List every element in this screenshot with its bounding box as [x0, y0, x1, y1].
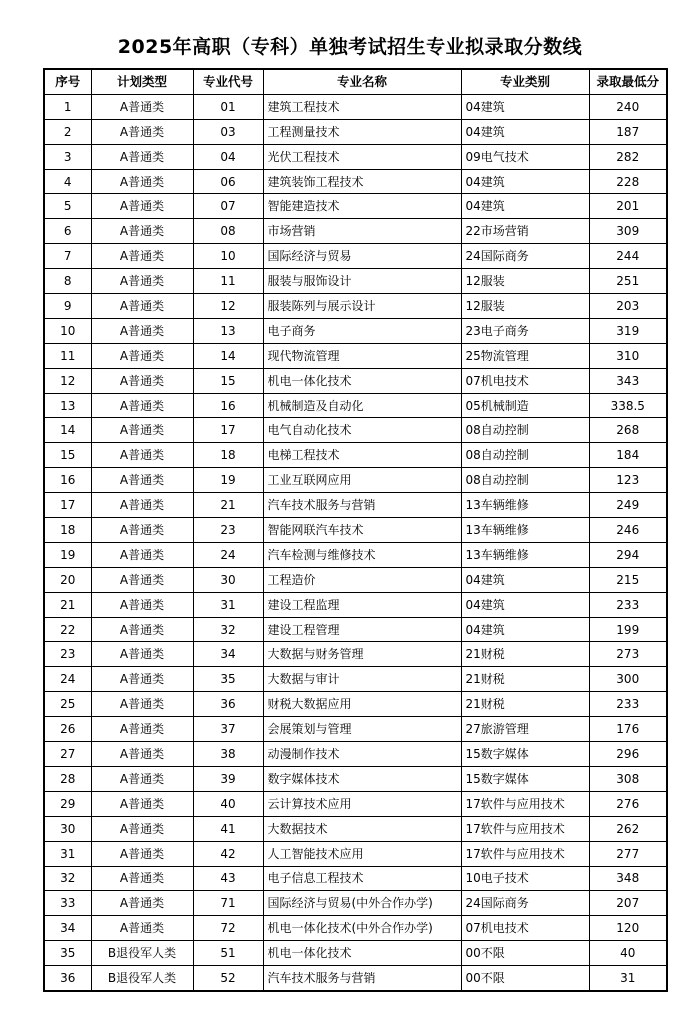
plan-type-cell: A普通类 — [91, 194, 193, 219]
major-category-cell: 17软件与应用技术 — [461, 791, 589, 816]
index-cell: 23 — [44, 642, 91, 667]
major-category-cell: 12服装 — [461, 294, 589, 319]
major-code-cell: 01 — [193, 94, 263, 119]
min-score-cell: 343 — [589, 368, 667, 393]
plan-type-cell: A普通类 — [91, 443, 193, 468]
major-category-cell: 17软件与应用技术 — [461, 816, 589, 841]
min-score-cell: 296 — [589, 742, 667, 767]
min-score-cell: 262 — [589, 816, 667, 841]
major-code-cell: 11 — [193, 269, 263, 294]
min-score-cell: 120 — [589, 916, 667, 941]
table-row — [44, 343, 667, 368]
major-code-cell: 71 — [193, 891, 263, 916]
header-plan-type: 计划类型 — [91, 69, 193, 94]
major-code-cell: 13 — [193, 318, 263, 343]
major-code-cell: 36 — [193, 692, 263, 717]
index-cell: 31 — [44, 841, 91, 866]
major-category-cell: 04建筑 — [461, 94, 589, 119]
major-code-cell: 16 — [193, 393, 263, 418]
min-score-cell: 184 — [589, 443, 667, 468]
major-category-cell: 05机械制造 — [461, 393, 589, 418]
plan-type-cell: A普通类 — [91, 418, 193, 443]
table-row — [44, 493, 667, 518]
major-code-cell: 32 — [193, 617, 263, 642]
index-cell: 28 — [44, 766, 91, 791]
table-row — [44, 393, 667, 418]
major-code-cell: 23 — [193, 518, 263, 543]
index-cell: 4 — [44, 169, 91, 194]
major-category-cell: 25物流管理 — [461, 343, 589, 368]
plan-type-cell: A普通类 — [91, 642, 193, 667]
table-row — [44, 592, 667, 617]
major-name-cell: 市场营销 — [263, 219, 461, 244]
table-row — [44, 219, 667, 244]
min-score-cell: 215 — [589, 567, 667, 592]
index-cell: 5 — [44, 194, 91, 219]
table-row — [44, 916, 667, 941]
major-name-cell: 工程测量技术 — [263, 119, 461, 144]
plan-type-cell: A普通类 — [91, 244, 193, 269]
index-cell: 24 — [44, 667, 91, 692]
table-row — [44, 542, 667, 567]
major-code-cell: 15 — [193, 368, 263, 393]
major-code-cell: 43 — [193, 866, 263, 891]
plan-type-cell: A普通类 — [91, 742, 193, 767]
index-cell: 9 — [44, 294, 91, 319]
header-major-name: 专业名称 — [263, 69, 461, 94]
min-score-cell: 199 — [589, 617, 667, 642]
major-code-cell: 04 — [193, 144, 263, 169]
table-row — [44, 518, 667, 543]
index-cell: 30 — [44, 816, 91, 841]
index-cell: 36 — [44, 966, 91, 991]
table-row — [44, 617, 667, 642]
min-score-cell: 251 — [589, 269, 667, 294]
table-row — [44, 318, 667, 343]
min-score-cell: 123 — [589, 468, 667, 493]
page-title: 2025年高职（专科）单独考试招生专业拟录取分数线 — [117, 36, 583, 58]
table-row — [44, 841, 667, 866]
major-name-cell: 大数据与财务管理 — [263, 642, 461, 667]
major-code-cell: 06 — [193, 169, 263, 194]
table-row — [44, 368, 667, 393]
table-row — [44, 717, 667, 742]
table-row — [44, 766, 667, 791]
major-name-cell: 建设工程管理 — [263, 617, 461, 642]
major-code-cell: 30 — [193, 567, 263, 592]
min-score-cell: 207 — [589, 891, 667, 916]
major-code-cell: 31 — [193, 592, 263, 617]
plan-type-cell: A普通类 — [91, 493, 193, 518]
plan-type-cell: A普通类 — [91, 219, 193, 244]
major-category-cell: 24国际商务 — [461, 891, 589, 916]
header-index: 序号 — [44, 69, 91, 94]
major-name-cell: 机电一体化技术 — [263, 368, 461, 393]
plan-type-cell: A普通类 — [91, 169, 193, 194]
table-row — [44, 891, 667, 916]
plan-type-cell: A普通类 — [91, 692, 193, 717]
major-name-cell: 国际经济与贸易(中外合作办学) — [263, 891, 461, 916]
index-cell: 19 — [44, 542, 91, 567]
index-cell: 12 — [44, 368, 91, 393]
table-row — [44, 567, 667, 592]
index-cell: 10 — [44, 318, 91, 343]
major-category-cell: 10电子技术 — [461, 866, 589, 891]
min-score-cell: 201 — [589, 194, 667, 219]
min-score-cell: 294 — [589, 542, 667, 567]
major-category-cell: 24国际商务 — [461, 244, 589, 269]
plan-type-cell: A普通类 — [91, 592, 193, 617]
header-major-category: 专业类别 — [461, 69, 589, 94]
index-cell: 13 — [44, 393, 91, 418]
index-cell: 16 — [44, 468, 91, 493]
major-category-cell: 21财税 — [461, 667, 589, 692]
table-row — [44, 667, 667, 692]
major-category-cell: 07机电技术 — [461, 368, 589, 393]
plan-type-cell: A普通类 — [91, 891, 193, 916]
major-category-cell: 13车辆维修 — [461, 518, 589, 543]
min-score-cell: 338.5 — [589, 393, 667, 418]
major-code-cell: 72 — [193, 916, 263, 941]
index-cell: 27 — [44, 742, 91, 767]
major-category-cell: 07机电技术 — [461, 916, 589, 941]
major-category-cell: 09电气技术 — [461, 144, 589, 169]
major-name-cell: 电梯工程技术 — [263, 443, 461, 468]
major-name-cell: 现代物流管理 — [263, 343, 461, 368]
table-row — [44, 144, 667, 169]
min-score-cell: 176 — [589, 717, 667, 742]
plan-type-cell: A普通类 — [91, 916, 193, 941]
table-row — [44, 443, 667, 468]
index-cell: 15 — [44, 443, 91, 468]
major-code-cell: 42 — [193, 841, 263, 866]
major-code-cell: 14 — [193, 343, 263, 368]
plan-type-cell: A普通类 — [91, 269, 193, 294]
min-score-cell: 233 — [589, 592, 667, 617]
major-code-cell: 08 — [193, 219, 263, 244]
table-row — [44, 692, 667, 717]
min-score-cell: 273 — [589, 642, 667, 667]
index-cell: 7 — [44, 244, 91, 269]
major-code-cell: 40 — [193, 791, 263, 816]
major-name-cell: 机电一体化技术(中外合作办学) — [263, 916, 461, 941]
min-score-cell: 300 — [589, 667, 667, 692]
major-code-cell: 41 — [193, 816, 263, 841]
index-cell: 11 — [44, 343, 91, 368]
min-score-cell: 282 — [589, 144, 667, 169]
index-cell: 29 — [44, 791, 91, 816]
table-row — [44, 194, 667, 219]
major-category-cell: 13车辆维修 — [461, 493, 589, 518]
index-cell: 20 — [44, 567, 91, 592]
index-cell: 22 — [44, 617, 91, 642]
min-score-cell: 240 — [589, 94, 667, 119]
major-code-cell: 18 — [193, 443, 263, 468]
min-score-cell: 348 — [589, 866, 667, 891]
min-score-cell: 233 — [589, 692, 667, 717]
plan-type-cell: A普通类 — [91, 294, 193, 319]
plan-type-cell: A普通类 — [91, 368, 193, 393]
table-row — [44, 244, 667, 269]
index-cell: 8 — [44, 269, 91, 294]
table-row — [44, 642, 667, 667]
major-name-cell: 财税大数据应用 — [263, 692, 461, 717]
major-code-cell: 12 — [193, 294, 263, 319]
table-row — [44, 866, 667, 891]
major-code-cell: 51 — [193, 941, 263, 966]
plan-type-cell: A普通类 — [91, 816, 193, 841]
major-name-cell: 工程造价 — [263, 567, 461, 592]
index-cell: 35 — [44, 941, 91, 966]
index-cell: 2 — [44, 119, 91, 144]
major-category-cell: 17软件与应用技术 — [461, 841, 589, 866]
major-category-cell: 22市场营销 — [461, 219, 589, 244]
major-name-cell: 国际经济与贸易 — [263, 244, 461, 269]
min-score-cell: 203 — [589, 294, 667, 319]
major-category-cell: 21财税 — [461, 642, 589, 667]
major-category-cell: 04建筑 — [461, 169, 589, 194]
index-cell: 6 — [44, 219, 91, 244]
table-row — [44, 418, 667, 443]
table-body — [44, 94, 667, 991]
table-row — [44, 94, 667, 119]
index-cell: 33 — [44, 891, 91, 916]
plan-type-cell: A普通类 — [91, 766, 193, 791]
major-code-cell: 24 — [193, 542, 263, 567]
header-min-score: 录取最低分 — [589, 69, 667, 94]
major-name-cell: 建筑工程技术 — [263, 94, 461, 119]
min-score-cell: 319 — [589, 318, 667, 343]
plan-type-cell: A普通类 — [91, 866, 193, 891]
plan-type-cell: A普通类 — [91, 318, 193, 343]
min-score-cell: 31 — [589, 966, 667, 991]
min-score-cell: 249 — [589, 493, 667, 518]
major-category-cell: 21财税 — [461, 692, 589, 717]
major-name-cell: 汽车技术服务与营销 — [263, 493, 461, 518]
major-code-cell: 03 — [193, 119, 263, 144]
major-name-cell: 汽车技术服务与营销 — [263, 966, 461, 991]
min-score-cell: 187 — [589, 119, 667, 144]
min-score-cell: 277 — [589, 841, 667, 866]
major-name-cell: 电子商务 — [263, 318, 461, 343]
plan-type-cell: A普通类 — [91, 542, 193, 567]
major-category-cell: 13车辆维修 — [461, 542, 589, 567]
major-name-cell: 汽车检测与维修技术 — [263, 542, 461, 567]
major-code-cell: 21 — [193, 493, 263, 518]
major-name-cell: 数字媒体技术 — [263, 766, 461, 791]
major-code-cell: 39 — [193, 766, 263, 791]
table-row — [44, 294, 667, 319]
major-category-cell: 00不限 — [461, 966, 589, 991]
major-code-cell: 10 — [193, 244, 263, 269]
major-name-cell: 机械制造及自动化 — [263, 393, 461, 418]
table-row — [44, 269, 667, 294]
index-cell: 21 — [44, 592, 91, 617]
major-name-cell: 电气自动化技术 — [263, 418, 461, 443]
table-row — [44, 966, 667, 991]
plan-type-cell: A普通类 — [91, 791, 193, 816]
major-code-cell: 34 — [193, 642, 263, 667]
min-score-cell: 276 — [589, 791, 667, 816]
plan-type-cell: A普通类 — [91, 518, 193, 543]
major-code-cell: 52 — [193, 966, 263, 991]
plan-type-cell: A普通类 — [91, 841, 193, 866]
major-category-cell: 12服装 — [461, 269, 589, 294]
table-row — [44, 169, 667, 194]
major-name-cell: 机电一体化技术 — [263, 941, 461, 966]
plan-type-cell: A普通类 — [91, 667, 193, 692]
index-cell: 17 — [44, 493, 91, 518]
plan-type-cell: A普通类 — [91, 343, 193, 368]
major-category-cell: 08自动控制 — [461, 468, 589, 493]
table-row — [44, 816, 667, 841]
major-name-cell: 光伏工程技术 — [263, 144, 461, 169]
major-code-cell: 17 — [193, 418, 263, 443]
plan-type-cell: B退役军人类 — [91, 966, 193, 991]
admission-score-table — [43, 68, 668, 992]
plan-type-cell: A普通类 — [91, 468, 193, 493]
major-code-cell: 38 — [193, 742, 263, 767]
index-cell: 1 — [44, 94, 91, 119]
major-name-cell: 建筑装饰工程技术 — [263, 169, 461, 194]
table-row — [44, 119, 667, 144]
table-row — [44, 742, 667, 767]
min-score-cell: 40 — [589, 941, 667, 966]
plan-type-cell: A普通类 — [91, 617, 193, 642]
index-cell: 32 — [44, 866, 91, 891]
major-name-cell: 建设工程监理 — [263, 592, 461, 617]
table-row — [44, 941, 667, 966]
major-name-cell: 大数据技术 — [263, 816, 461, 841]
major-category-cell: 04建筑 — [461, 567, 589, 592]
major-category-cell: 04建筑 — [461, 119, 589, 144]
major-category-cell: 00不限 — [461, 941, 589, 966]
major-category-cell: 04建筑 — [461, 592, 589, 617]
min-score-cell: 228 — [589, 169, 667, 194]
table-header-row — [44, 69, 667, 94]
major-name-cell: 服装陈列与展示设计 — [263, 294, 461, 319]
major-category-cell: 08自动控制 — [461, 418, 589, 443]
major-name-cell: 大数据与审计 — [263, 667, 461, 692]
major-name-cell: 人工智能技术应用 — [263, 841, 461, 866]
major-category-cell: 04建筑 — [461, 194, 589, 219]
min-score-cell: 246 — [589, 518, 667, 543]
index-cell: 25 — [44, 692, 91, 717]
min-score-cell: 308 — [589, 766, 667, 791]
major-code-cell: 35 — [193, 667, 263, 692]
major-name-cell: 云计算技术应用 — [263, 791, 461, 816]
table-row — [44, 791, 667, 816]
major-name-cell: 动漫制作技术 — [263, 742, 461, 767]
major-category-cell: 08自动控制 — [461, 443, 589, 468]
major-name-cell: 会展策划与管理 — [263, 717, 461, 742]
plan-type-cell: A普通类 — [91, 717, 193, 742]
major-code-cell: 19 — [193, 468, 263, 493]
major-name-cell: 工业互联网应用 — [263, 468, 461, 493]
major-category-cell: 15数字媒体 — [461, 742, 589, 767]
index-cell: 34 — [44, 916, 91, 941]
plan-type-cell: A普通类 — [91, 567, 193, 592]
major-name-cell: 服装与服饰设计 — [263, 269, 461, 294]
plan-type-cell: A普通类 — [91, 119, 193, 144]
major-name-cell: 电子信息工程技术 — [263, 866, 461, 891]
table-row — [44, 468, 667, 493]
index-cell: 3 — [44, 144, 91, 169]
major-code-cell: 07 — [193, 194, 263, 219]
min-score-cell: 309 — [589, 219, 667, 244]
major-category-cell: 04建筑 — [461, 617, 589, 642]
major-code-cell: 37 — [193, 717, 263, 742]
min-score-cell: 268 — [589, 418, 667, 443]
plan-type-cell: A普通类 — [91, 144, 193, 169]
plan-type-cell: A普通类 — [91, 393, 193, 418]
min-score-cell: 244 — [589, 244, 667, 269]
index-cell: 14 — [44, 418, 91, 443]
major-category-cell: 23电子商务 — [461, 318, 589, 343]
header-major-code: 专业代号 — [193, 69, 263, 94]
min-score-cell: 310 — [589, 343, 667, 368]
major-category-cell: 15数字媒体 — [461, 766, 589, 791]
plan-type-cell: A普通类 — [91, 94, 193, 119]
major-name-cell: 智能网联汽车技术 — [263, 518, 461, 543]
major-category-cell: 27旅游管理 — [461, 717, 589, 742]
major-name-cell: 智能建造技术 — [263, 194, 461, 219]
plan-type-cell: B退役军人类 — [91, 941, 193, 966]
index-cell: 26 — [44, 717, 91, 742]
index-cell: 18 — [44, 518, 91, 543]
